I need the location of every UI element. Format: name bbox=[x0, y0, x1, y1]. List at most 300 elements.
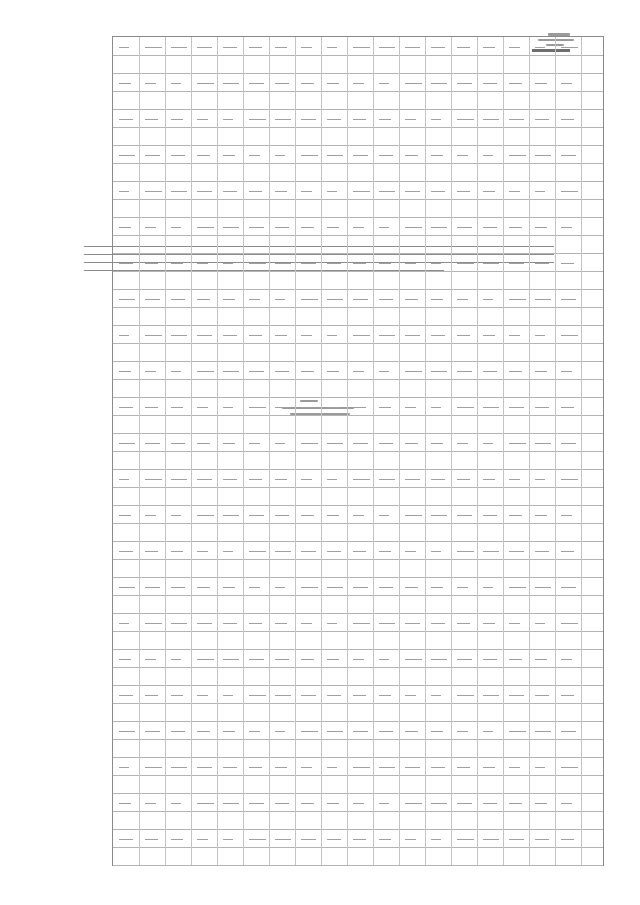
cell-text-mark bbox=[249, 623, 262, 624]
cell-text-mark bbox=[431, 839, 441, 840]
cell-text-mark bbox=[509, 407, 524, 408]
table-column-separator bbox=[503, 37, 504, 865]
table-column-separator bbox=[581, 37, 582, 865]
cell-text-mark bbox=[275, 191, 287, 192]
table-column-separator bbox=[295, 37, 296, 865]
cell-text-mark bbox=[535, 371, 547, 372]
cell-text-mark bbox=[119, 695, 133, 696]
cell-text-mark bbox=[145, 803, 156, 804]
cell-text-mark bbox=[405, 155, 418, 156]
cell-text-mark bbox=[171, 263, 183, 264]
cell-text-mark bbox=[275, 407, 291, 408]
cell-text-mark bbox=[197, 47, 212, 48]
cell-text-mark bbox=[405, 623, 420, 624]
cell-text-mark bbox=[171, 155, 185, 156]
cell-text-mark bbox=[223, 479, 237, 480]
cell-text-mark bbox=[483, 587, 493, 588]
cell-text-mark bbox=[509, 731, 526, 732]
cell-text-mark bbox=[509, 335, 520, 336]
cell-text-mark bbox=[379, 515, 389, 516]
cell-text-mark bbox=[119, 191, 129, 192]
cell-text-mark bbox=[249, 767, 262, 768]
cell-text-mark bbox=[535, 623, 545, 624]
cell-text-mark bbox=[119, 659, 131, 660]
cell-text-mark bbox=[561, 623, 578, 624]
cell-text-mark bbox=[353, 515, 364, 516]
cell-text-mark bbox=[353, 155, 368, 156]
cell-text-mark bbox=[223, 191, 237, 192]
cell-text-mark bbox=[457, 623, 470, 624]
cell-text-mark bbox=[561, 587, 576, 588]
cell-text-mark bbox=[327, 479, 337, 480]
cell-text-mark bbox=[327, 551, 341, 552]
cell-text-mark bbox=[431, 335, 445, 336]
cell-text-mark bbox=[561, 263, 574, 264]
cell-text-mark bbox=[353, 587, 368, 588]
cell-text-mark bbox=[301, 803, 314, 804]
cell-text-mark bbox=[301, 695, 316, 696]
cell-text-mark bbox=[327, 119, 341, 120]
cell-text-mark bbox=[483, 227, 497, 228]
cell-text-mark bbox=[145, 335, 162, 336]
cell-text-mark bbox=[275, 767, 287, 768]
table-column-separator bbox=[191, 37, 192, 865]
cell-text-mark bbox=[327, 155, 343, 156]
table-column-separator bbox=[425, 37, 426, 865]
cell-text-mark bbox=[379, 731, 393, 732]
cell-text-mark bbox=[431, 371, 447, 372]
cell-text-mark bbox=[275, 551, 291, 552]
cell-text-mark bbox=[249, 227, 264, 228]
cell-text-mark bbox=[353, 839, 366, 840]
cell-text-mark bbox=[171, 299, 185, 300]
cell-text-mark bbox=[249, 695, 266, 696]
cell-text-mark bbox=[197, 407, 208, 408]
cell-text-mark bbox=[483, 695, 499, 696]
cell-text-mark bbox=[457, 695, 474, 696]
table-column-separator bbox=[139, 37, 140, 865]
cell-text-mark bbox=[145, 587, 160, 588]
cell-text-mark bbox=[197, 731, 210, 732]
cell-text-mark bbox=[483, 731, 493, 732]
cell-text-mark bbox=[119, 551, 133, 552]
cell-text-mark bbox=[457, 407, 474, 408]
cell-text-mark bbox=[483, 803, 497, 804]
cell-text-mark bbox=[431, 191, 445, 192]
cell-text-mark bbox=[561, 299, 576, 300]
cell-text-mark bbox=[327, 803, 339, 804]
cell-text-mark bbox=[405, 515, 422, 516]
cell-text-mark bbox=[249, 803, 264, 804]
cell-text-mark bbox=[457, 767, 470, 768]
cell-text-mark bbox=[145, 371, 156, 372]
cell-text-mark bbox=[405, 119, 416, 120]
cell-text-mark bbox=[353, 695, 366, 696]
cell-text-mark bbox=[301, 767, 312, 768]
cell-text-mark bbox=[483, 191, 495, 192]
cell-text-mark bbox=[171, 767, 187, 768]
cell-text-mark bbox=[301, 119, 316, 120]
table-column-separator bbox=[217, 37, 218, 865]
cell-text-mark bbox=[457, 47, 470, 48]
cell-text-mark bbox=[535, 551, 549, 552]
cell-text-mark bbox=[353, 551, 366, 552]
cell-text-mark bbox=[119, 371, 131, 372]
cell-text-mark bbox=[509, 83, 522, 84]
cell-text-mark bbox=[197, 443, 210, 444]
cell-text-mark bbox=[249, 191, 262, 192]
cell-text-mark bbox=[379, 119, 391, 120]
cell-text-mark bbox=[509, 227, 522, 228]
cell-text-mark bbox=[379, 443, 393, 444]
cell-text-mark bbox=[405, 371, 422, 372]
cell-text-mark bbox=[535, 443, 551, 444]
cell-text-mark bbox=[457, 515, 472, 516]
cell-text-mark bbox=[301, 587, 318, 588]
cell-text-mark bbox=[197, 551, 208, 552]
cell-text-mark bbox=[249, 407, 266, 408]
cell-text-mark bbox=[431, 443, 443, 444]
cell-text-mark bbox=[223, 587, 235, 588]
cell-text-mark bbox=[223, 443, 235, 444]
cell-text-mark bbox=[197, 299, 210, 300]
cell-text-mark bbox=[197, 83, 214, 84]
cell-text-mark bbox=[327, 731, 343, 732]
cell-text-mark bbox=[145, 47, 162, 48]
cell-text-mark bbox=[379, 839, 391, 840]
cell-text-mark bbox=[379, 371, 389, 372]
cell-text-mark bbox=[561, 515, 572, 516]
cell-text-mark bbox=[223, 335, 237, 336]
cell-text-mark bbox=[223, 47, 237, 48]
cell-text-mark bbox=[379, 47, 395, 48]
cell-text-mark bbox=[431, 803, 447, 804]
cell-text-mark bbox=[379, 623, 395, 624]
cell-text-mark bbox=[301, 623, 312, 624]
cell-text-mark bbox=[119, 515, 131, 516]
cell-text-mark bbox=[145, 839, 158, 840]
cell-text-mark bbox=[301, 551, 316, 552]
cell-text-mark bbox=[249, 515, 264, 516]
cell-text-mark bbox=[119, 155, 135, 156]
cell-text-mark bbox=[431, 695, 441, 696]
cell-text-mark bbox=[197, 803, 214, 804]
table-column-separator bbox=[243, 37, 244, 865]
cell-text-mark bbox=[327, 371, 339, 372]
cell-text-mark bbox=[197, 695, 208, 696]
cell-text-mark bbox=[561, 47, 578, 48]
cell-text-mark bbox=[275, 227, 289, 228]
cell-text-mark bbox=[327, 335, 337, 336]
cell-text-mark bbox=[561, 695, 574, 696]
cell-text-mark bbox=[301, 443, 318, 444]
cell-text-mark bbox=[405, 83, 422, 84]
cell-text-mark bbox=[119, 263, 133, 264]
cell-text-mark bbox=[223, 839, 233, 840]
cell-text-mark bbox=[275, 299, 285, 300]
cell-text-mark bbox=[483, 623, 495, 624]
cell-text-mark bbox=[509, 839, 524, 840]
cell-text-mark bbox=[379, 803, 389, 804]
cell-text-mark bbox=[353, 227, 364, 228]
cell-text-mark bbox=[301, 155, 318, 156]
cell-text-mark bbox=[431, 515, 447, 516]
cell-text-mark bbox=[301, 839, 316, 840]
cell-text-mark bbox=[457, 335, 470, 336]
cell-text-mark bbox=[197, 119, 208, 120]
cell-text-mark bbox=[535, 515, 547, 516]
cell-text-mark bbox=[249, 839, 266, 840]
cell-text-mark bbox=[405, 335, 420, 336]
cell-text-mark bbox=[301, 515, 314, 516]
cell-text-mark bbox=[483, 443, 493, 444]
cell-text-mark bbox=[353, 335, 370, 336]
cell-text-mark bbox=[145, 119, 158, 120]
cell-text-mark bbox=[379, 263, 391, 264]
cell-text-mark bbox=[119, 83, 131, 84]
cell-text-mark bbox=[535, 839, 549, 840]
table-column-separator bbox=[269, 37, 270, 865]
cell-text-mark bbox=[561, 803, 572, 804]
cell-text-mark bbox=[249, 551, 266, 552]
cell-text-mark bbox=[171, 731, 185, 732]
table-column-separator bbox=[399, 37, 400, 865]
cell-text-mark bbox=[431, 263, 441, 264]
cell-text-mark bbox=[119, 623, 129, 624]
cell-text-mark bbox=[275, 371, 289, 372]
cell-text-mark bbox=[249, 443, 260, 444]
cell-text-mark bbox=[457, 551, 474, 552]
cell-text-mark bbox=[509, 191, 520, 192]
cell-text-mark bbox=[171, 551, 183, 552]
cell-text-mark bbox=[275, 335, 287, 336]
cell-text-mark bbox=[561, 83, 572, 84]
cell-text-mark bbox=[327, 299, 343, 300]
cell-text-mark bbox=[249, 371, 264, 372]
cell-text-mark bbox=[405, 587, 418, 588]
cell-text-mark bbox=[223, 515, 239, 516]
cell-text-mark bbox=[327, 227, 339, 228]
cell-text-mark bbox=[327, 191, 337, 192]
cell-text-mark bbox=[405, 839, 416, 840]
cell-text-mark bbox=[223, 407, 233, 408]
cell-text-mark bbox=[223, 83, 239, 84]
cell-text-mark bbox=[405, 731, 418, 732]
cell-text-mark bbox=[509, 371, 522, 372]
cell-text-mark bbox=[379, 227, 389, 228]
cell-text-mark bbox=[223, 155, 235, 156]
cell-text-mark bbox=[171, 623, 187, 624]
cell-text-mark bbox=[223, 731, 235, 732]
table-column-separator bbox=[165, 37, 166, 865]
cell-text-mark bbox=[119, 479, 129, 480]
cell-text-mark bbox=[379, 587, 393, 588]
cell-text-mark bbox=[353, 119, 366, 120]
cell-text-mark bbox=[327, 515, 339, 516]
cell-text-mark bbox=[171, 191, 187, 192]
cell-text-mark bbox=[275, 731, 285, 732]
cell-text-mark bbox=[353, 623, 370, 624]
cell-text-mark bbox=[275, 479, 287, 480]
cell-text-mark bbox=[379, 551, 391, 552]
cell-text-mark bbox=[535, 263, 549, 264]
cell-text-mark bbox=[379, 155, 393, 156]
cell-text-mark bbox=[457, 191, 470, 192]
cell-text-mark bbox=[379, 695, 391, 696]
cell-text-mark bbox=[535, 335, 545, 336]
cell-text-mark bbox=[171, 443, 185, 444]
cell-text-mark bbox=[171, 587, 185, 588]
cell-text-mark bbox=[457, 371, 472, 372]
cell-text-mark bbox=[509, 299, 526, 300]
cell-text-mark bbox=[561, 407, 574, 408]
cell-text-mark bbox=[535, 767, 545, 768]
cell-text-mark bbox=[457, 803, 472, 804]
cell-text-mark bbox=[301, 47, 312, 48]
cell-text-mark bbox=[509, 443, 526, 444]
cell-text-mark bbox=[249, 83, 264, 84]
cell-text-mark bbox=[457, 731, 468, 732]
cell-text-mark bbox=[353, 263, 366, 264]
cell-text-mark bbox=[171, 659, 181, 660]
cell-text-mark bbox=[509, 515, 522, 516]
cell-text-mark bbox=[171, 47, 187, 48]
cell-text-mark bbox=[457, 839, 474, 840]
cell-text-mark bbox=[353, 191, 370, 192]
cell-text-mark bbox=[353, 47, 370, 48]
cell-text-mark bbox=[197, 767, 212, 768]
cell-text-mark bbox=[171, 227, 181, 228]
cell-text-mark bbox=[561, 443, 576, 444]
cell-text-mark bbox=[431, 767, 445, 768]
cell-text-mark bbox=[171, 335, 187, 336]
cell-text-mark bbox=[457, 155, 468, 156]
table-column-separator bbox=[451, 37, 452, 865]
cell-text-mark bbox=[483, 335, 495, 336]
cell-text-mark bbox=[483, 371, 497, 372]
cell-text-mark bbox=[301, 659, 314, 660]
cell-text-mark bbox=[457, 227, 472, 228]
cell-text-mark bbox=[405, 767, 420, 768]
cell-text-mark bbox=[535, 803, 547, 804]
data-table bbox=[112, 36, 604, 866]
cell-text-mark bbox=[197, 839, 208, 840]
cell-text-mark bbox=[509, 767, 520, 768]
cell-text-mark bbox=[483, 119, 499, 120]
cell-text-mark bbox=[405, 443, 418, 444]
cell-text-mark bbox=[431, 479, 445, 480]
cell-text-mark bbox=[119, 443, 135, 444]
cell-text-mark bbox=[327, 83, 339, 84]
cell-text-mark bbox=[249, 47, 262, 48]
cell-text-mark bbox=[119, 47, 129, 48]
cell-text-mark bbox=[509, 551, 524, 552]
cell-text-mark bbox=[353, 443, 368, 444]
cell-text-mark bbox=[405, 659, 422, 660]
cell-text-mark bbox=[353, 803, 364, 804]
cell-text-mark bbox=[223, 371, 239, 372]
cell-text-mark bbox=[197, 155, 210, 156]
cell-text-mark bbox=[483, 515, 497, 516]
cell-text-mark bbox=[431, 119, 441, 120]
cell-text-mark bbox=[145, 623, 162, 624]
cell-text-mark bbox=[457, 83, 472, 84]
cell-text-mark bbox=[171, 407, 183, 408]
cell-text-mark bbox=[561, 227, 572, 228]
cell-text-mark bbox=[405, 803, 422, 804]
cell-text-mark bbox=[327, 407, 341, 408]
cell-text-mark bbox=[405, 47, 420, 48]
cell-text-mark bbox=[431, 155, 443, 156]
cell-text-mark bbox=[327, 767, 337, 768]
table-column-separator bbox=[321, 37, 322, 865]
cell-text-mark bbox=[223, 803, 239, 804]
cell-text-mark bbox=[509, 155, 526, 156]
cell-text-mark bbox=[327, 443, 343, 444]
cell-text-mark bbox=[301, 335, 312, 336]
cell-text-mark bbox=[171, 83, 181, 84]
cell-text-mark bbox=[223, 659, 239, 660]
cell-text-mark bbox=[145, 659, 156, 660]
cell-text-mark bbox=[535, 731, 551, 732]
cell-text-mark bbox=[145, 479, 162, 480]
cell-text-mark bbox=[535, 47, 545, 48]
cell-text-mark bbox=[535, 119, 549, 120]
cell-text-mark bbox=[145, 155, 160, 156]
cell-text-mark bbox=[275, 587, 285, 588]
cell-text-mark bbox=[301, 263, 316, 264]
cell-text-mark bbox=[405, 299, 418, 300]
cell-text-mark bbox=[353, 299, 368, 300]
cell-text-mark bbox=[249, 155, 260, 156]
cell-text-mark bbox=[223, 695, 233, 696]
cell-text-mark bbox=[223, 623, 237, 624]
cell-text-mark bbox=[145, 407, 158, 408]
cell-text-mark bbox=[405, 263, 416, 264]
cell-text-mark bbox=[561, 839, 574, 840]
cell-text-mark bbox=[483, 47, 495, 48]
cell-text-mark bbox=[275, 47, 287, 48]
cell-text-mark bbox=[301, 407, 316, 408]
cell-text-mark bbox=[145, 299, 160, 300]
cell-text-mark bbox=[535, 155, 551, 156]
cell-text-mark bbox=[249, 263, 266, 264]
cell-text-mark bbox=[561, 371, 572, 372]
cell-text-mark bbox=[119, 803, 131, 804]
cell-text-mark bbox=[509, 623, 520, 624]
cell-text-mark bbox=[535, 299, 551, 300]
cell-text-mark bbox=[301, 83, 314, 84]
cell-text-mark bbox=[171, 695, 183, 696]
cell-text-mark bbox=[275, 515, 289, 516]
cell-text-mark bbox=[431, 551, 441, 552]
cell-text-mark bbox=[119, 119, 133, 120]
cell-text-mark bbox=[431, 407, 441, 408]
cell-text-mark bbox=[457, 479, 470, 480]
cell-text-mark bbox=[119, 767, 129, 768]
cell-text-mark bbox=[197, 227, 214, 228]
cell-text-mark bbox=[483, 767, 495, 768]
cell-text-mark bbox=[327, 659, 339, 660]
cell-text-mark bbox=[353, 767, 370, 768]
cell-text-mark bbox=[171, 479, 187, 480]
cell-text-mark bbox=[119, 299, 135, 300]
cell-text-mark bbox=[457, 587, 468, 588]
table-column-separator bbox=[347, 37, 348, 865]
cell-text-mark bbox=[119, 335, 129, 336]
cell-text-mark bbox=[353, 479, 370, 480]
cell-text-mark bbox=[249, 479, 262, 480]
